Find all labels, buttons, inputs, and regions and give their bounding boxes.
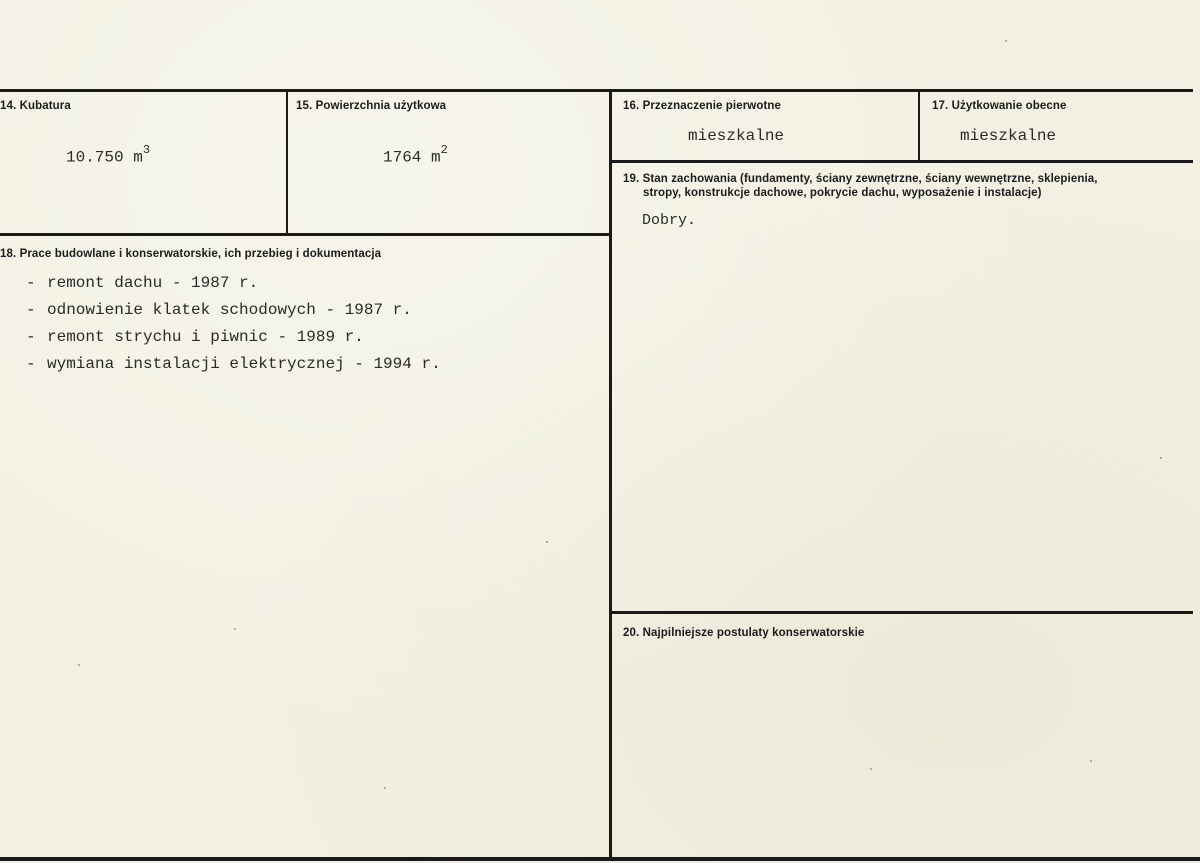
field-16-value: mieszkalne [688,127,785,145]
field-14-label: 14. Kubatura [0,100,71,112]
field-18-label: 18. Prace budowlane i konserwatorskie, ich przebieg i dokumentacja [0,248,382,260]
rule-under-16-17 [611,160,1193,163]
paper-speck [546,541,548,543]
field-20-label: 20. Najpilniejsze postulaty konserwatorskie [623,627,865,639]
paper-speck [384,787,386,789]
field-19-label-line1: 19. Stan zachowania (fundamenty, ściany zewnętrzne, ściany wewnętrzne, sklepienia, [623,173,1098,185]
field-15-number: 1764 m [383,148,441,167]
field-15-label: 15. Powierzchnia użytkowa [296,100,447,112]
field-16-label: 16. Przeznaczenie pierwotne [623,100,782,112]
list-item-text: remont dachu - 1987 r. [47,274,259,292]
paper-speck [1005,40,1007,42]
field-19-value: Dobry. [642,212,697,229]
list-item-text: wymiana instalacji elektrycznej - 1994 r. [47,355,441,373]
paper-speck [1090,760,1092,762]
paper-speck [1160,457,1162,459]
field-14-exponent: 3 [142,143,151,157]
field-14-number: 10.750 m [66,148,143,167]
list-item: - odnowienie klatek schodowych - 1987 r. [26,301,412,319]
field-19-label-line2: stropy, konstrukcje dachowe, pokrycie dachu, wyposażenie i instalacje) [643,187,1042,199]
top-rule [0,89,1193,92]
field-17-value: mieszkalne [960,127,1057,145]
field-18-list [26,270,441,378]
field-15-exponent: 2 [440,143,448,157]
rule-under-14-15 [0,233,612,236]
list-item: - remont dachu - 1987 r. [26,274,259,292]
paper-speck [78,664,80,666]
divider-14-15 [286,89,288,235]
field-14-value [66,145,150,166]
paper-speck [870,768,872,770]
rule-above-20 [611,611,1193,614]
list-item: - remont strychu i piwnic - 1989 r. [26,328,364,346]
divider-16-17 [918,89,920,162]
list-item-text: odnowienie klatek schodowych - 1987 r. [47,301,412,319]
bottom-rule [0,857,1200,861]
list-item-text: remont strychu i piwnic - 1989 r. [47,328,364,346]
list-item: - wymiana instalacji elektrycznej - 1994 r. [26,355,441,373]
field-15-value [383,145,448,166]
center-divider [609,89,612,859]
paper-speck [234,628,236,630]
field-17-label: 17. Użytkowanie obecne [932,100,1067,112]
